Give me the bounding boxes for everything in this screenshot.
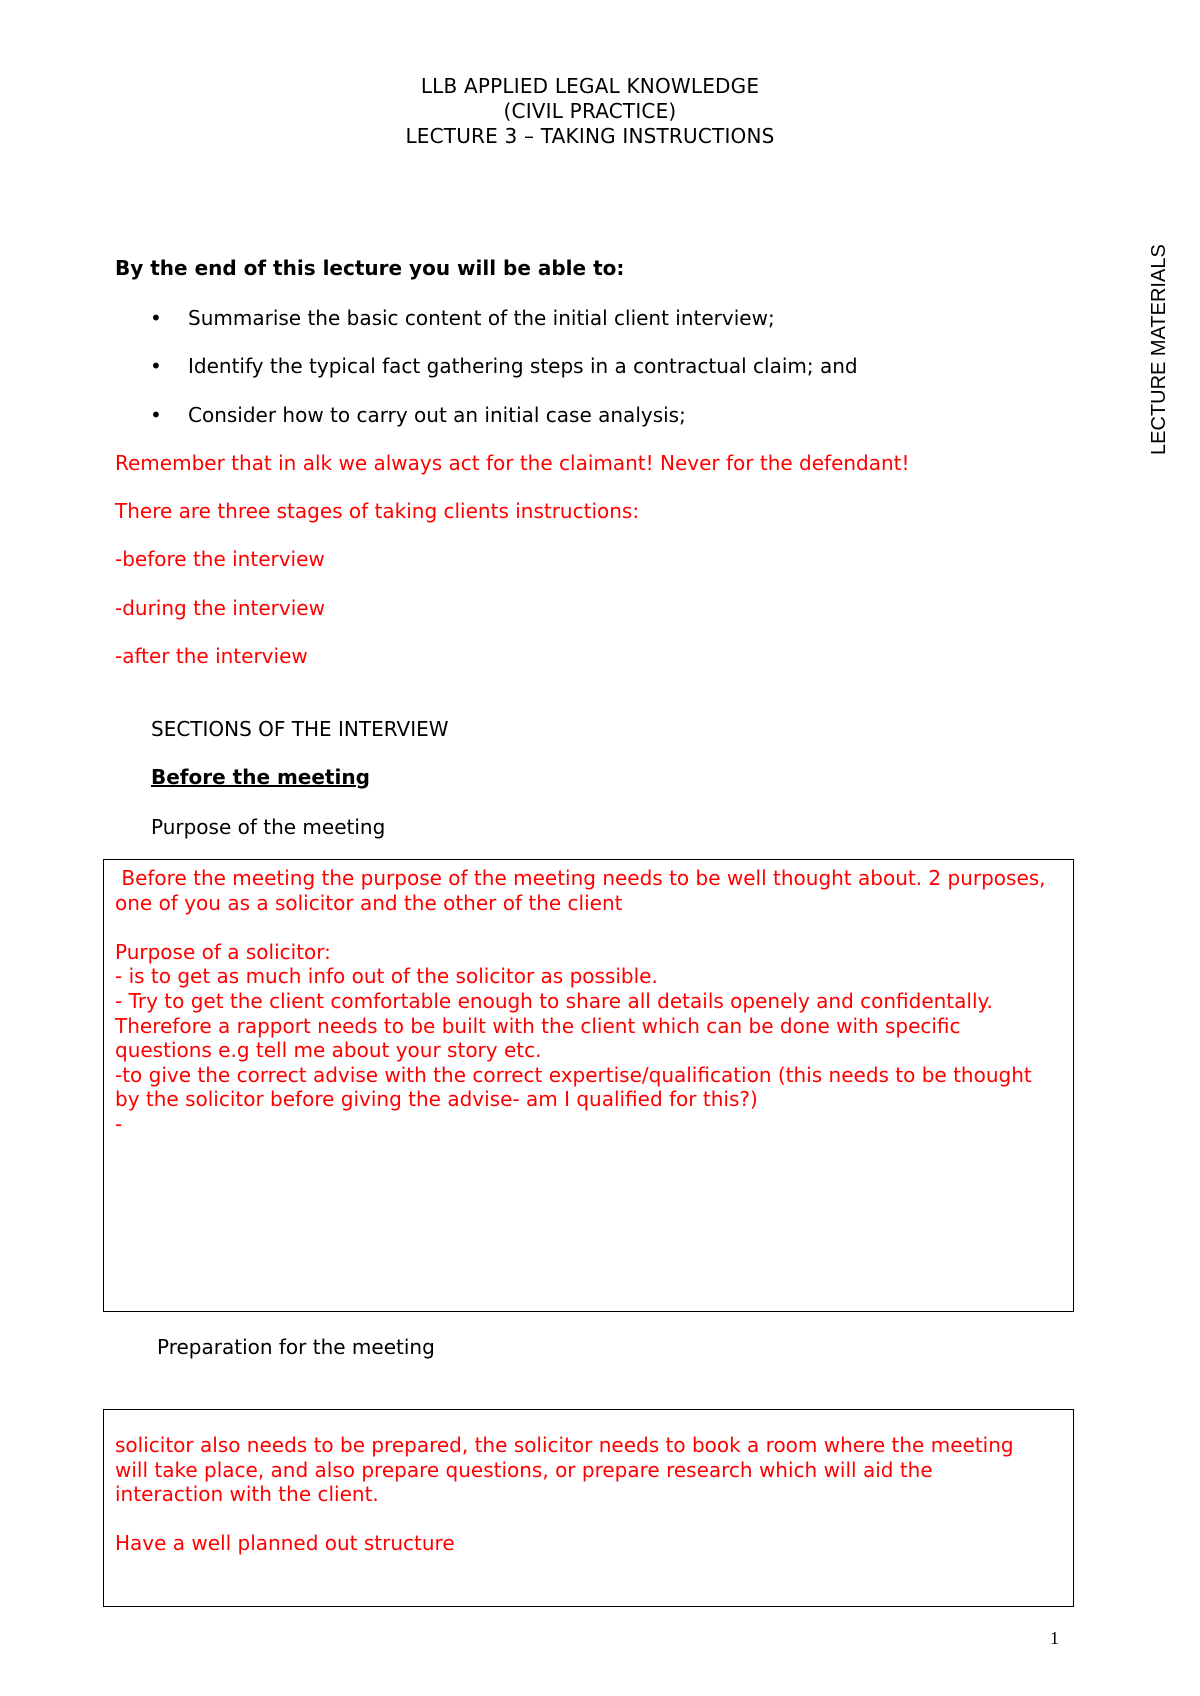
note-line: -before the interview: [115, 547, 325, 571]
note-line: -: [115, 1111, 123, 1136]
purpose-label: Purpose of the meeting: [151, 815, 386, 839]
note-line: will take place, and also prepare questions, or prepare research which will aid the: [115, 1457, 933, 1482]
objective-item: • Summarise the basic content of the initial client interview;: [150, 306, 775, 330]
purpose-notes-box: [103, 859, 1074, 1312]
before-meeting-heading: Before the meeting: [151, 765, 370, 789]
note-line: interaction with the client.: [115, 1482, 379, 1507]
note-line: -during the interview: [115, 596, 325, 620]
note-line: by the solicitor before giving the advise- am I qualified for this?): [115, 1087, 758, 1112]
header-subtitle: (CIVIL PRACTICE): [503, 99, 677, 123]
note-line: - is to get as much info out of the solicitor as possible.: [115, 964, 658, 989]
objective-item: • Consider how to carry out an initial case analysis;: [150, 403, 686, 427]
note-line: Therefore a rapport needs to be built with the client which can be done with specific: [115, 1013, 961, 1038]
note-line: [115, 1507, 1014, 1532]
bullet-icon: •: [150, 403, 162, 427]
bullet-icon: •: [150, 306, 162, 330]
header-title: LLB APPLIED LEGAL KNOWLEDGE: [420, 74, 760, 98]
objectives-heading: By the end of this lecture you will be able to:: [115, 256, 625, 280]
note-line: Purpose of a solicitor:: [115, 939, 331, 964]
note-line: one of you as a solicitor and the other of the client: [115, 890, 623, 915]
note-line: - Try to get the client comfortable enough to share all details openely and confidentally.: [115, 988, 993, 1013]
note-line: -after the interview: [115, 644, 308, 668]
note-line: [115, 915, 1046, 940]
page-number: 1: [1050, 1628, 1059, 1648]
objective-item: • Identify the typical fact gathering steps in a contractual claim; and: [150, 354, 858, 378]
bullet-icon: •: [150, 354, 162, 378]
side-label: LECTURE MATERIALS: [1148, 244, 1170, 455]
sections-heading: SECTIONS OF THE INTERVIEW: [151, 717, 449, 741]
note-line: -to give the correct advise with the correct expertise/qualification (this needs to be thought: [115, 1062, 1032, 1087]
note-line: There are three stages of taking clients instructions:: [115, 499, 640, 523]
note-line: Have a well planned out structure: [115, 1531, 455, 1556]
preparation-notes-text: [115, 1433, 1014, 1556]
note-line: questions e.g tell me about your story etc.: [115, 1038, 542, 1063]
purpose-notes-text: [115, 866, 1046, 1137]
note-line: Before the meeting the purpose of the meeting needs to be well thought about. 2 purposes,: [115, 866, 1046, 890]
note-line: Remember that in alk we always act for the claimant! Never for the defendant!: [115, 451, 910, 475]
header-lecture-title: LECTURE 3 – TAKING INSTRUCTIONS: [405, 124, 775, 148]
note-line: solicitor also needs to be prepared, the solicitor needs to book a room where the meeting: [115, 1433, 1014, 1457]
preparation-label: Preparation for the meeting: [157, 1335, 435, 1359]
preparation-notes-box: [103, 1409, 1074, 1607]
